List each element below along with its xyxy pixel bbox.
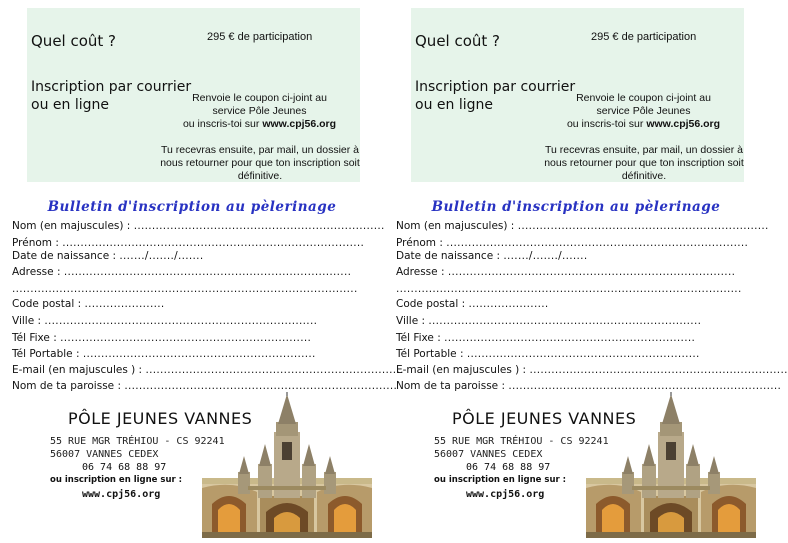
form-field-dots[interactable]: ...........................................................................	[44, 315, 318, 327]
bulletin-title: Bulletin d'inscription au pèlerinage	[47, 199, 337, 215]
inscription-title: Inscription par courrier ou en ligne	[415, 79, 576, 113]
inscription-line: ou inscris-toi sur	[182, 118, 260, 130]
form-field-line[interactable]	[396, 315, 758, 328]
follow-up-text: Tu recevras ensuite, par mail, un dossier à nous retourner pour que ton inscription soit définitive.	[544, 144, 744, 182]
cost-value: 295 € de participation	[207, 31, 313, 43]
inscription-line: service Pôle Jeunes	[596, 105, 691, 117]
form-field-line[interactable]	[396, 237, 758, 250]
form-field-label: Nom (en majuscules) :	[12, 220, 131, 232]
phone: 06 74 68 88 97	[466, 462, 551, 473]
form-field-dots[interactable]: ......................	[468, 298, 549, 310]
form-field-label: E-mail (en majuscules ) :	[12, 364, 143, 376]
form-field-label: Adresse :	[396, 266, 445, 278]
form-field-line[interactable]	[12, 283, 374, 296]
coupon-right	[384, 0, 788, 543]
form-field-dots[interactable]: ......................	[84, 298, 165, 310]
form-field-label: Adresse :	[12, 266, 61, 278]
form-field-label: Date de naissance :	[396, 250, 501, 262]
form-field-line[interactable]	[12, 237, 374, 250]
form-field-line[interactable]	[396, 332, 758, 345]
form-field-dots[interactable]: ...................................................................................	[446, 237, 749, 249]
form-field-label: Nom de ta paroisse :	[396, 380, 505, 392]
form-field-line[interactable]	[396, 380, 782, 393]
form-field-dots[interactable]: .......................................................................	[529, 364, 788, 376]
form-field-line[interactable]	[12, 266, 374, 279]
form-field-label: Ville :	[12, 315, 42, 327]
form-field-line[interactable]	[12, 315, 374, 328]
inscription-line: Renvoie le coupon ci-joint au	[576, 92, 711, 104]
basilica-illustration	[586, 392, 756, 538]
form-field-label: Tél Portable :	[12, 348, 80, 360]
inscription-site: www.cpj56.org	[646, 118, 721, 130]
form-field-dots[interactable]: ...................................................................................	[62, 237, 365, 249]
follow-up-text: Tu recevras ensuite, par mail, un dossier à nous retourner pour que ton inscription soit définitive.	[160, 144, 360, 182]
inscription-text	[157, 92, 362, 131]
form-field-dots[interactable]: ................................................................	[82, 348, 316, 360]
form-field-dots[interactable]: ...........................................................................	[428, 315, 702, 327]
form-field-label: Tél Portable :	[396, 348, 464, 360]
form-field-dots[interactable]: ...............................................................................	[63, 266, 352, 278]
form-field-dots[interactable]: .......................................................................	[145, 364, 404, 376]
form-field-label: Nom de ta paroisse :	[12, 380, 121, 392]
cost-title: Quel coût ?	[415, 32, 501, 50]
form-field-dots[interactable]: .....................................................................	[133, 220, 385, 232]
form-field-label: Tél Fixe :	[396, 332, 441, 344]
form-field-line[interactable]	[12, 364, 404, 377]
phone: 06 74 68 88 97	[82, 462, 167, 473]
form-field-line[interactable]	[12, 250, 374, 263]
info-box	[27, 8, 360, 182]
form-field-dots[interactable]: ...........................................................................	[508, 380, 782, 392]
form-field-dots[interactable]: .....................................................................	[60, 332, 312, 344]
inscription-line: Renvoie le coupon ci-joint au	[192, 92, 327, 104]
form-field-label: Ville :	[396, 315, 426, 327]
inscription-line: service Pôle Jeunes	[212, 105, 307, 117]
info-box	[411, 8, 744, 182]
form-field-dots[interactable]: ......./......./.......	[503, 250, 588, 262]
form-field-dots[interactable]: .....................................................................	[444, 332, 696, 344]
form-field-label: Prénom :	[12, 237, 59, 249]
form-field-label: E-mail (en majuscules ) :	[396, 364, 527, 376]
form-field-dots[interactable]: ......./......./.......	[119, 250, 204, 262]
form-field-line[interactable]	[12, 298, 374, 311]
basilica-illustration	[202, 392, 372, 538]
online-label: ou inscription en ligne sur :	[50, 475, 183, 485]
form-field-dots[interactable]: ...............................................................................	[447, 266, 736, 278]
form-field-line[interactable]	[396, 364, 788, 377]
form-field-dots[interactable]: .....................................................................	[517, 220, 769, 232]
form-field-line[interactable]	[396, 348, 758, 361]
form-field-label: Prénom :	[396, 237, 443, 249]
form-field-dots[interactable]: ...........................................................................	[124, 380, 398, 392]
address-line-1: 55 RUE MGR TRÉHIOU - CS 92241	[434, 436, 609, 447]
address-line-2: 56007 VANNES CEDEX	[50, 449, 159, 460]
online-label: ou inscription en ligne sur :	[434, 475, 567, 485]
form-field-line[interactable]	[396, 220, 769, 233]
form-field-dots[interactable]: ...............................................................................................	[12, 283, 358, 295]
cost-title: Quel coût ?	[31, 32, 117, 50]
form-field-label: Code postal :	[12, 298, 82, 310]
form-field-line[interactable]	[12, 220, 385, 233]
cost-value: 295 € de participation	[591, 31, 697, 43]
address-line-2: 56007 VANNES CEDEX	[434, 449, 543, 460]
form-field-label: Tél Fixe :	[12, 332, 57, 344]
inscription-text	[541, 92, 746, 131]
inscription-title: Inscription par courrier ou en ligne	[31, 79, 192, 113]
form-field-label: Code postal :	[396, 298, 466, 310]
bulletin-title: Bulletin d'inscription au pèlerinage	[431, 199, 721, 215]
form-field-label: Date de naissance :	[12, 250, 117, 262]
org-name: PÔLE JEUNES VANNES	[452, 409, 637, 428]
form-field-line[interactable]	[396, 283, 758, 296]
address-line-1: 55 RUE MGR TRÉHIOU - CS 92241	[50, 436, 225, 447]
website: www.cpj56.org	[466, 489, 545, 500]
form-field-line[interactable]	[396, 250, 758, 263]
form-field-line[interactable]	[396, 266, 758, 279]
inscription-line: ou inscris-toi sur	[566, 118, 644, 130]
org-name: PÔLE JEUNES VANNES	[68, 409, 253, 428]
form-field-dots[interactable]: ................................................................	[466, 348, 700, 360]
inscription-site: www.cpj56.org	[262, 118, 337, 130]
form-field-line[interactable]	[12, 332, 374, 345]
form-field-label: Nom (en majuscules) :	[396, 220, 515, 232]
form-field-dots[interactable]: ...............................................................................................	[396, 283, 742, 295]
form-field-line[interactable]	[396, 298, 758, 311]
form-field-line[interactable]	[12, 348, 374, 361]
form-field-line[interactable]	[12, 380, 398, 393]
website: www.cpj56.org	[82, 489, 161, 500]
